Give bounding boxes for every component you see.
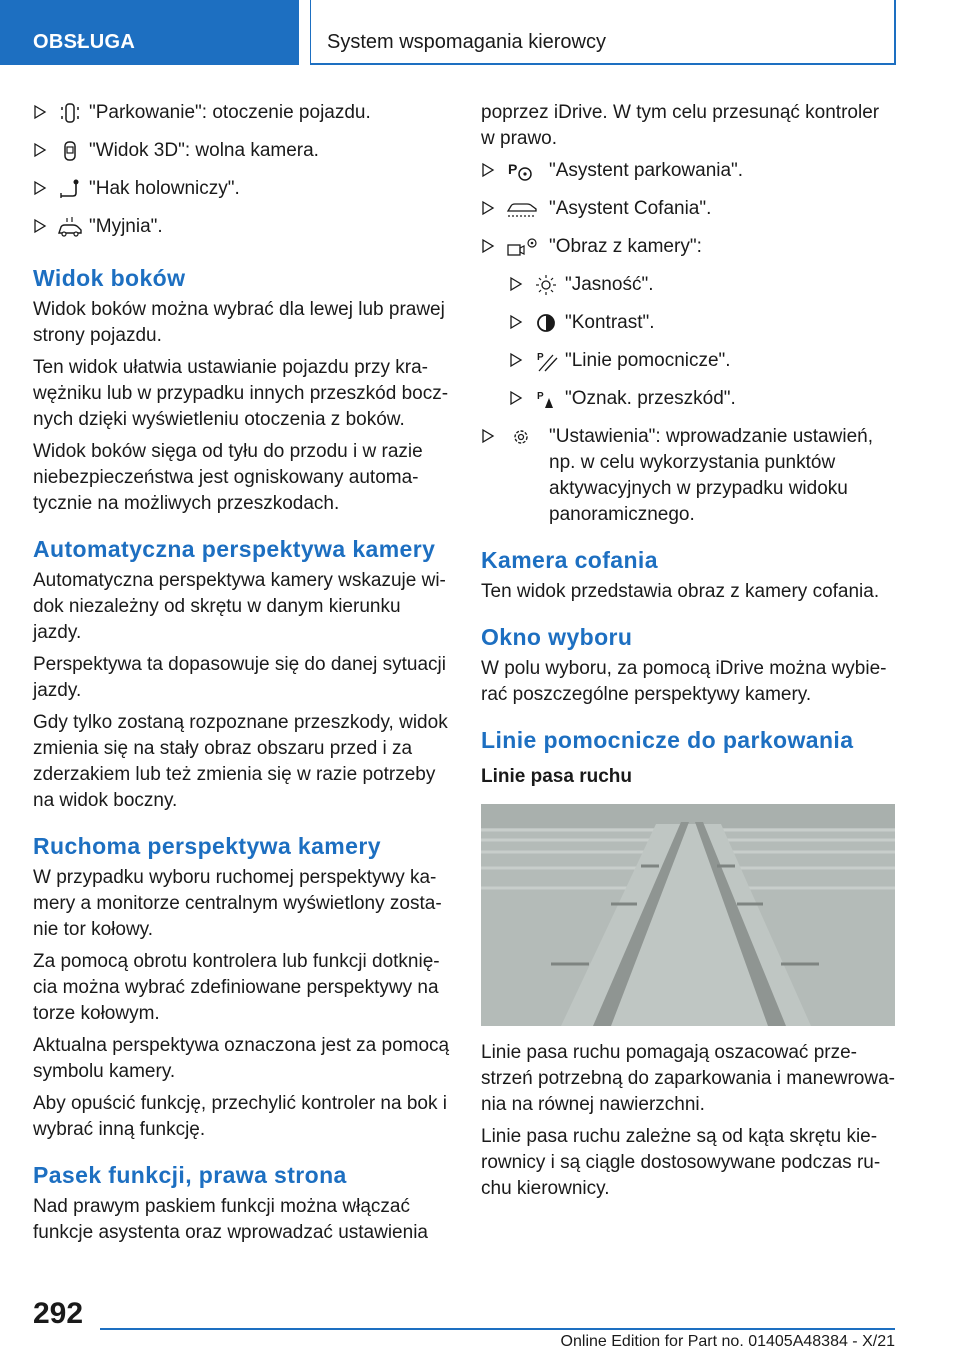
section-heading-guide-lines: Linie pomocnicze do parkowania [481, 727, 854, 753]
paragraph: Nad prawym paskiem funkcji można włączać funkcje asystenta oraz wprowadzać ustawienia [33, 1196, 428, 1243]
list-item-text: "Ustawienia": wprowadzanie ustawień, np. w celu wykorzystania punktów aktywacyjnych w przypadku widoku panoramicznego. [549, 426, 873, 525]
contrast-icon [533, 312, 559, 334]
list-item [33, 214, 451, 246]
right-column [481, 100, 895, 1208]
paragraph: W polu wyboru, za pomocą iDrive można wybierać poszczególne perspektywy kamery. [481, 658, 887, 705]
chapter-title: System wspomagania kierowcy [310, 0, 896, 65]
section-heading-function-bar: Pasek funkcji, prawa strona [33, 1162, 347, 1188]
view-3d-icon [57, 140, 83, 162]
triangle-bullet-icon [481, 162, 495, 178]
guide-lines-icon [533, 350, 559, 372]
list-item [481, 424, 895, 528]
reversing-assistant-icon [505, 198, 541, 220]
paragraph: Ten widok przedstawia obraz z kamery cofania. [481, 581, 880, 602]
paragraph: Widok boków sięga od tyłu do przodu i w razie niebezpieczeństwa jest ogniskowany automatycznie na możliwych przeszkodach. [33, 441, 423, 514]
triangle-bullet-icon [481, 428, 495, 444]
list-item [481, 234, 895, 266]
triangle-bullet-icon [33, 218, 47, 234]
paragraph: Gdy tylko zostaną rozpoznane przeszkody, widok zmienia się na stały obraz obszaru przed i za zderzakiem lub też zmienia się w razie potrzeby na widok boczny. [33, 712, 448, 811]
paragraph: Aktualna perspektywa oznaczona jest za pomocą symbolu kamery. [33, 1035, 450, 1082]
list-item-text: "Parkowanie": otoczenie pojazdu. [89, 102, 371, 123]
brightness-icon [533, 274, 559, 296]
list-item [481, 272, 895, 304]
parking-assistant-icon [505, 160, 541, 182]
list-item [33, 138, 451, 170]
section-tab: OBSŁUGA [0, 0, 299, 65]
section-heading-side-view: Widok boków [33, 265, 186, 291]
left-column [33, 100, 451, 1252]
edition-note: Online Edition for Part no. 01405A48384 - X/21 [560, 1333, 895, 1350]
triangle-bullet-icon [33, 180, 47, 196]
triangle-bullet-icon [509, 352, 523, 368]
tow-hitch-icon [57, 178, 83, 200]
function-bar-list [481, 158, 895, 266]
obstacle-marking-icon [533, 388, 559, 410]
list-item-text: "Oznak. przeszkód". [565, 388, 736, 409]
parking-icon [57, 102, 83, 124]
paragraph: Perspektywa ta dopasowuje się do danej sytuacji jazdy. [33, 654, 446, 701]
paragraph: Linie pasa ruchu pomagają oszacować przestrzeń potrzebną do zaparkowania i manewrowania na równej nawierzchni. [481, 1042, 895, 1115]
section-heading-rear-camera: Kamera cofania [481, 547, 658, 573]
settings-list [481, 424, 895, 528]
list-item-text: "Widok 3D": wolna kamera. [89, 140, 319, 161]
paragraph: Linie pasa ruchu zależne są od kąta skrętu kierownicy i są ciągle dostosowywane podczas ruchu kierownicy. [481, 1126, 881, 1199]
list-item [481, 386, 895, 418]
list-item-text: "Hak holowniczy". [89, 178, 240, 199]
footer-divider [100, 1328, 895, 1330]
gear-icon [505, 426, 541, 448]
triangle-bullet-icon [481, 200, 495, 216]
list-item-text: "Asystent Cofania". [549, 198, 712, 219]
list-item [481, 196, 895, 228]
triangle-bullet-icon [509, 390, 523, 406]
triangle-bullet-icon [481, 238, 495, 254]
list-item-text: "Linie pomocnicze". [565, 350, 731, 371]
camera-image-sublist [481, 272, 895, 418]
car-wash-icon [57, 216, 83, 238]
paragraph: Ten widok ułatwia ustawianie pojazdu przy krawężniku lub w przypadku innych przeszkód bocznych dzięki wyświetleniu otoczenia z boków. [33, 357, 449, 430]
triangle-bullet-icon [509, 314, 523, 330]
list-item-text: "Jasność". [565, 274, 654, 295]
list-item [481, 310, 895, 342]
section-heading-auto-perspective: Automatyczna perspektywa kamery [33, 536, 436, 562]
list-item [481, 348, 895, 380]
section-heading-selection-window: Okno wyboru [481, 624, 633, 650]
triangle-bullet-icon [33, 104, 47, 120]
svg-text:P: P [508, 161, 518, 177]
svg-text:P: P [537, 391, 544, 402]
list-item-text: "Obraz z kamery": [549, 236, 702, 257]
list-item [33, 176, 451, 208]
page-number: 292 [33, 1297, 84, 1330]
paragraph: Aby opuścić funkcję, przechylić kontroler na bok i wybrać inną funkcję. [33, 1093, 447, 1140]
paragraph: Widok boków można wybrać dla lewej lub prawej strony pojazdu. [33, 299, 445, 346]
triangle-bullet-icon [509, 276, 523, 292]
camera-settings-icon [505, 236, 541, 258]
triangle-bullet-icon [33, 142, 47, 158]
paragraph: Automatyczna perspektywa kamery wskazuje widok niezależny od skrętu w danym kierunku jazdy. [33, 570, 446, 643]
list-item-text: "Kontrast". [565, 312, 655, 333]
section-heading-moving-perspective: Ruchoma perspektywa kamery [33, 833, 381, 859]
list-item [481, 158, 895, 190]
list-item-text: "Myjnia". [89, 216, 163, 237]
paragraph: Za pomocą obrotu kontrolera lub funkcji dotknięcia można wybrać zdefiniowane perspektywy na torze kołowym. [33, 951, 440, 1024]
list-item [33, 100, 451, 132]
lane-lines-illustration [481, 804, 895, 1026]
list-item-text: "Asystent parkowania". [549, 160, 744, 181]
paragraph: W przypadku wyboru ruchomej perspektywy kamery a monitorze centralnym wyświetlony zostanie tor kołowy. [33, 867, 442, 940]
svg-text:P: P [537, 352, 544, 363]
view-options-list [33, 100, 451, 246]
paragraph: poprzez iDrive. W tym celu przesunąć kontroler w prawo. [481, 102, 880, 149]
subheading-lane-lines: Linie pasa ruchu [481, 766, 632, 787]
